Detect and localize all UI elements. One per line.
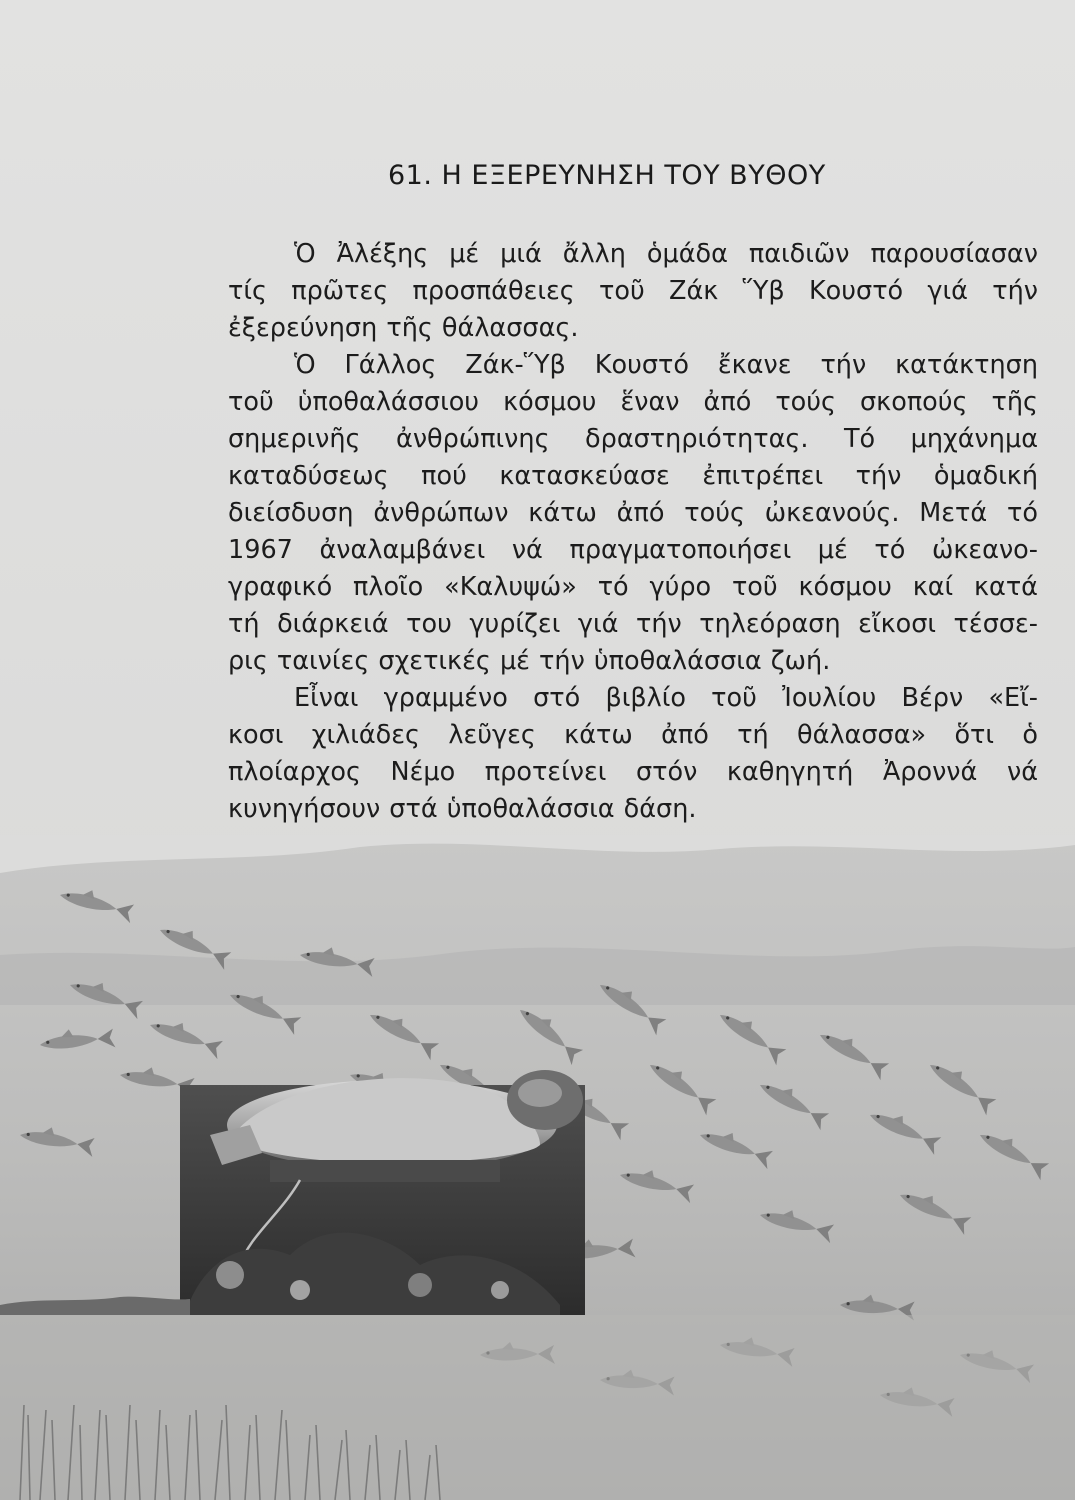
text-line: κυνηγήσουν στά ὑποθαλάσσια δάση. <box>228 794 697 824</box>
text-line: γραφικό πλοῖο «Καλυψώ» τό γύρο τοῦ κόσμου καί κατά <box>228 572 1038 602</box>
paragraph-3 <box>228 680 1038 828</box>
underwater-illustration <box>0 835 1075 1500</box>
text-line: καταδύσεως πού κατασκεύασε ἐπιτρέπει τήν ὁμαδική <box>228 461 1038 491</box>
text-line: κοσι χιλιάδες λεῦγες κάτω ἀπό τή θάλασσα» ὅτι ὁ <box>228 720 1038 750</box>
page-title: 61. Η ΕΞΕΡΕΥΝΗΣΗ ΤΟΥ ΒΥΘΟΥ <box>388 160 826 191</box>
text-line: ἐξερεύνηση τῆς θάλασσας. <box>228 313 579 343</box>
underwater-scene <box>0 835 1075 1500</box>
text-line: πλοίαρχος Νέμο προτείνει στόν καθηγητή Ἀροννά νά <box>228 757 1038 787</box>
paragraph-1 <box>228 236 1038 347</box>
sea-floor <box>0 1315 1075 1500</box>
text-line: Ὁ Γάλλος Ζάκ-Ὕβ Κουστό ἔκανε τήν κατάκτηση <box>294 350 1038 380</box>
text-line: Ὁ Ἀλέξης μέ μιά ἄλλη ὁμάδα παιδιῶν παρουσίασαν <box>294 239 1038 269</box>
text-line: διείσδυση ἀνθρώπων κάτω ἀπό τούς ὠκεανούς. Μετά τό <box>228 498 1038 528</box>
text-line: 1967 ἀναλαμβάνει νά πραγματοποιήσει μέ τό ὠκεανο- <box>228 535 1038 565</box>
text-line: Εἶναι γραμμένο στό βιβλίο τοῦ Ἰουλίου Βέρν «Εἴ- <box>294 683 1038 713</box>
text-line: τή διάρκειά του γυρίζει γιά τήν τηλεόραση εἴκοσι τέσσε- <box>228 609 1038 639</box>
text-line: τοῦ ὑποθαλάσσιου κόσμου ἕναν ἀπό τούς σκοπούς τῆς <box>228 387 1038 417</box>
body-text <box>228 236 1038 828</box>
text-line: ρις ταινίες σχετικές μέ τήν ὑποθαλάσσια ζωή. <box>228 646 831 676</box>
text-line: τίς πρῶτες προσπάθειες τοῦ Ζάκ Ὕβ Κουστό γιά τήν <box>228 276 1038 306</box>
text-line: σημερινῆς ἀνθρώπινης δραστηριότητας. Τό μηχάνημα <box>228 424 1038 454</box>
paragraph-2 <box>228 347 1038 680</box>
